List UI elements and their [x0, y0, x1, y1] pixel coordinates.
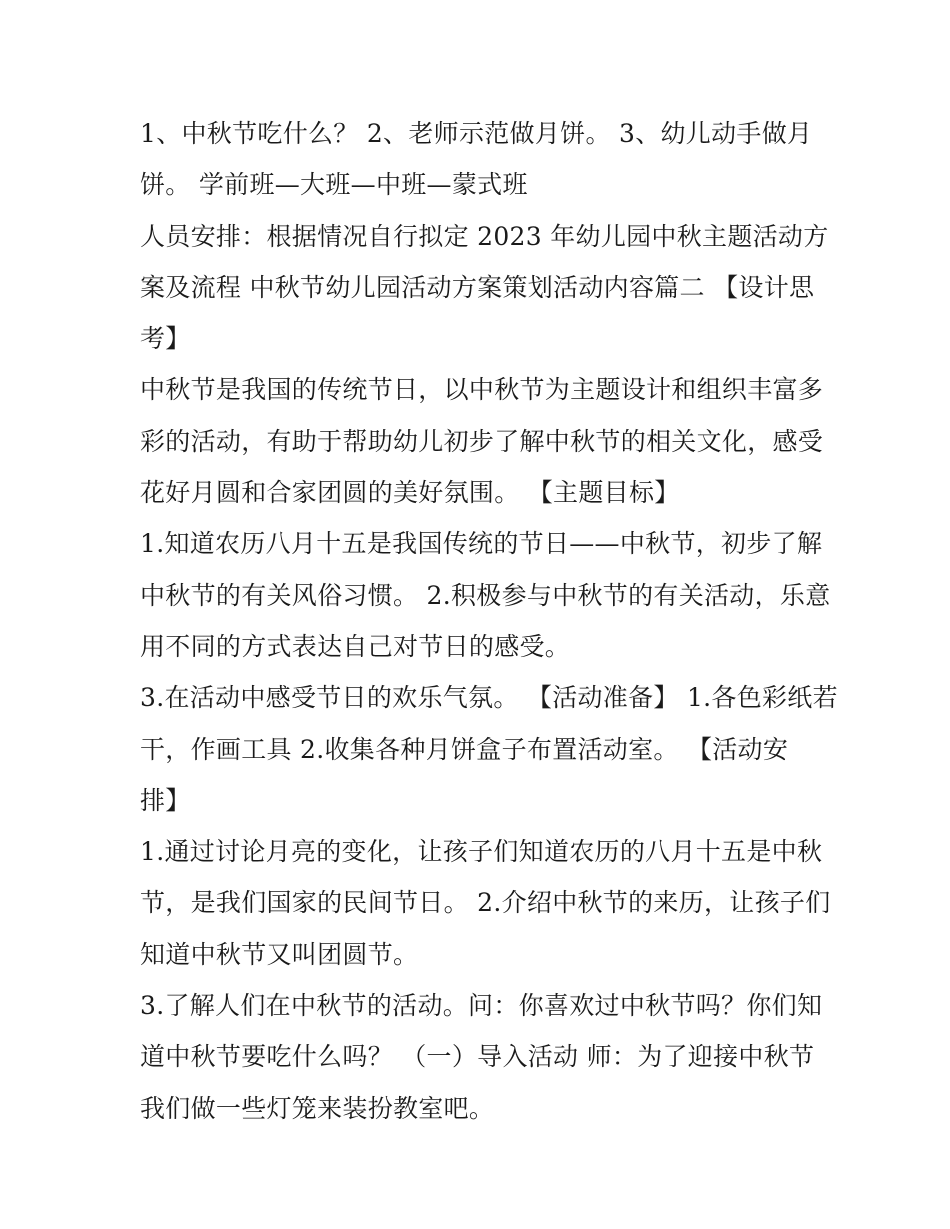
text-line: 1.知道农历八月十五是我国传统的节日——中秋节，初步了解 [140, 529, 823, 559]
text-line: 1、中秋节吃什么？ 2、老师示范做月饼。 3、幼儿动手做月 [140, 119, 813, 148]
text-line: 饼。 学前班—大班—中班—蒙式班 [140, 170, 528, 200]
paragraph-6 [140, 826, 831, 980]
paragraph-4 [140, 518, 831, 672]
document-body [140, 108, 838, 1134]
text-line: 中秋节是我国的传统节日，以中秋节为主题设计和组织丰富多 [140, 375, 824, 405]
paragraph-5 [140, 672, 838, 826]
text-line: 干，作画工具 2.收集各种月饼盒子布置活动室。 【活动安 [140, 734, 789, 764]
paragraph-3 [140, 364, 824, 518]
paragraph-2 [140, 211, 829, 365]
text-line: 道中秋节要吃什么吗？ （一）导入活动 师：为了迎接中秋节 [140, 1042, 815, 1072]
text-line: 我们做一些灯笼来装扮教室吧。 [140, 1093, 495, 1123]
text-line: 3.了解人们在中秋节的活动。问：你喜欢过中秋节吗？你们知 [140, 991, 823, 1021]
text-line: 节，是我们国家的民间节日。 2.介绍中秋节的来历，让孩子们 [140, 888, 831, 918]
text-line: 人员安排：根据情况自行拟定 2023 年幼儿园中秋主题活动方 [140, 221, 829, 251]
text-line: 彩的活动，有助于帮助幼儿初步了解中秋节的相关文化，感受 [140, 426, 824, 456]
text-line: 排】 [140, 785, 191, 815]
text-line: 中秋节的有关风俗习惯。 2.积极参与中秋节的有关活动，乐意 [140, 580, 831, 610]
text-line: 案及流程 中秋节幼儿园活动方案策划活动内容篇二 【设计思 [140, 272, 815, 302]
text-line: 知道中秋节又叫团圆节。 [140, 939, 419, 969]
text-line: 1.通过讨论月亮的变化，让孩子们知道农历的八月十五是中秋 [140, 837, 823, 867]
paragraph-7 [140, 980, 823, 1134]
text-line: 用不同的方式表达自己对节日的感受。 [140, 631, 571, 661]
paragraph-1 [140, 108, 812, 211]
text-line: 花好月圆和合家团圆的美好氛围。 【主题目标】 [140, 478, 680, 508]
text-line: 3.在活动中感受节日的欢乐气氛。 【活动准备】 1.各色彩纸若 [140, 683, 838, 713]
text-line: 考】 [140, 324, 191, 354]
